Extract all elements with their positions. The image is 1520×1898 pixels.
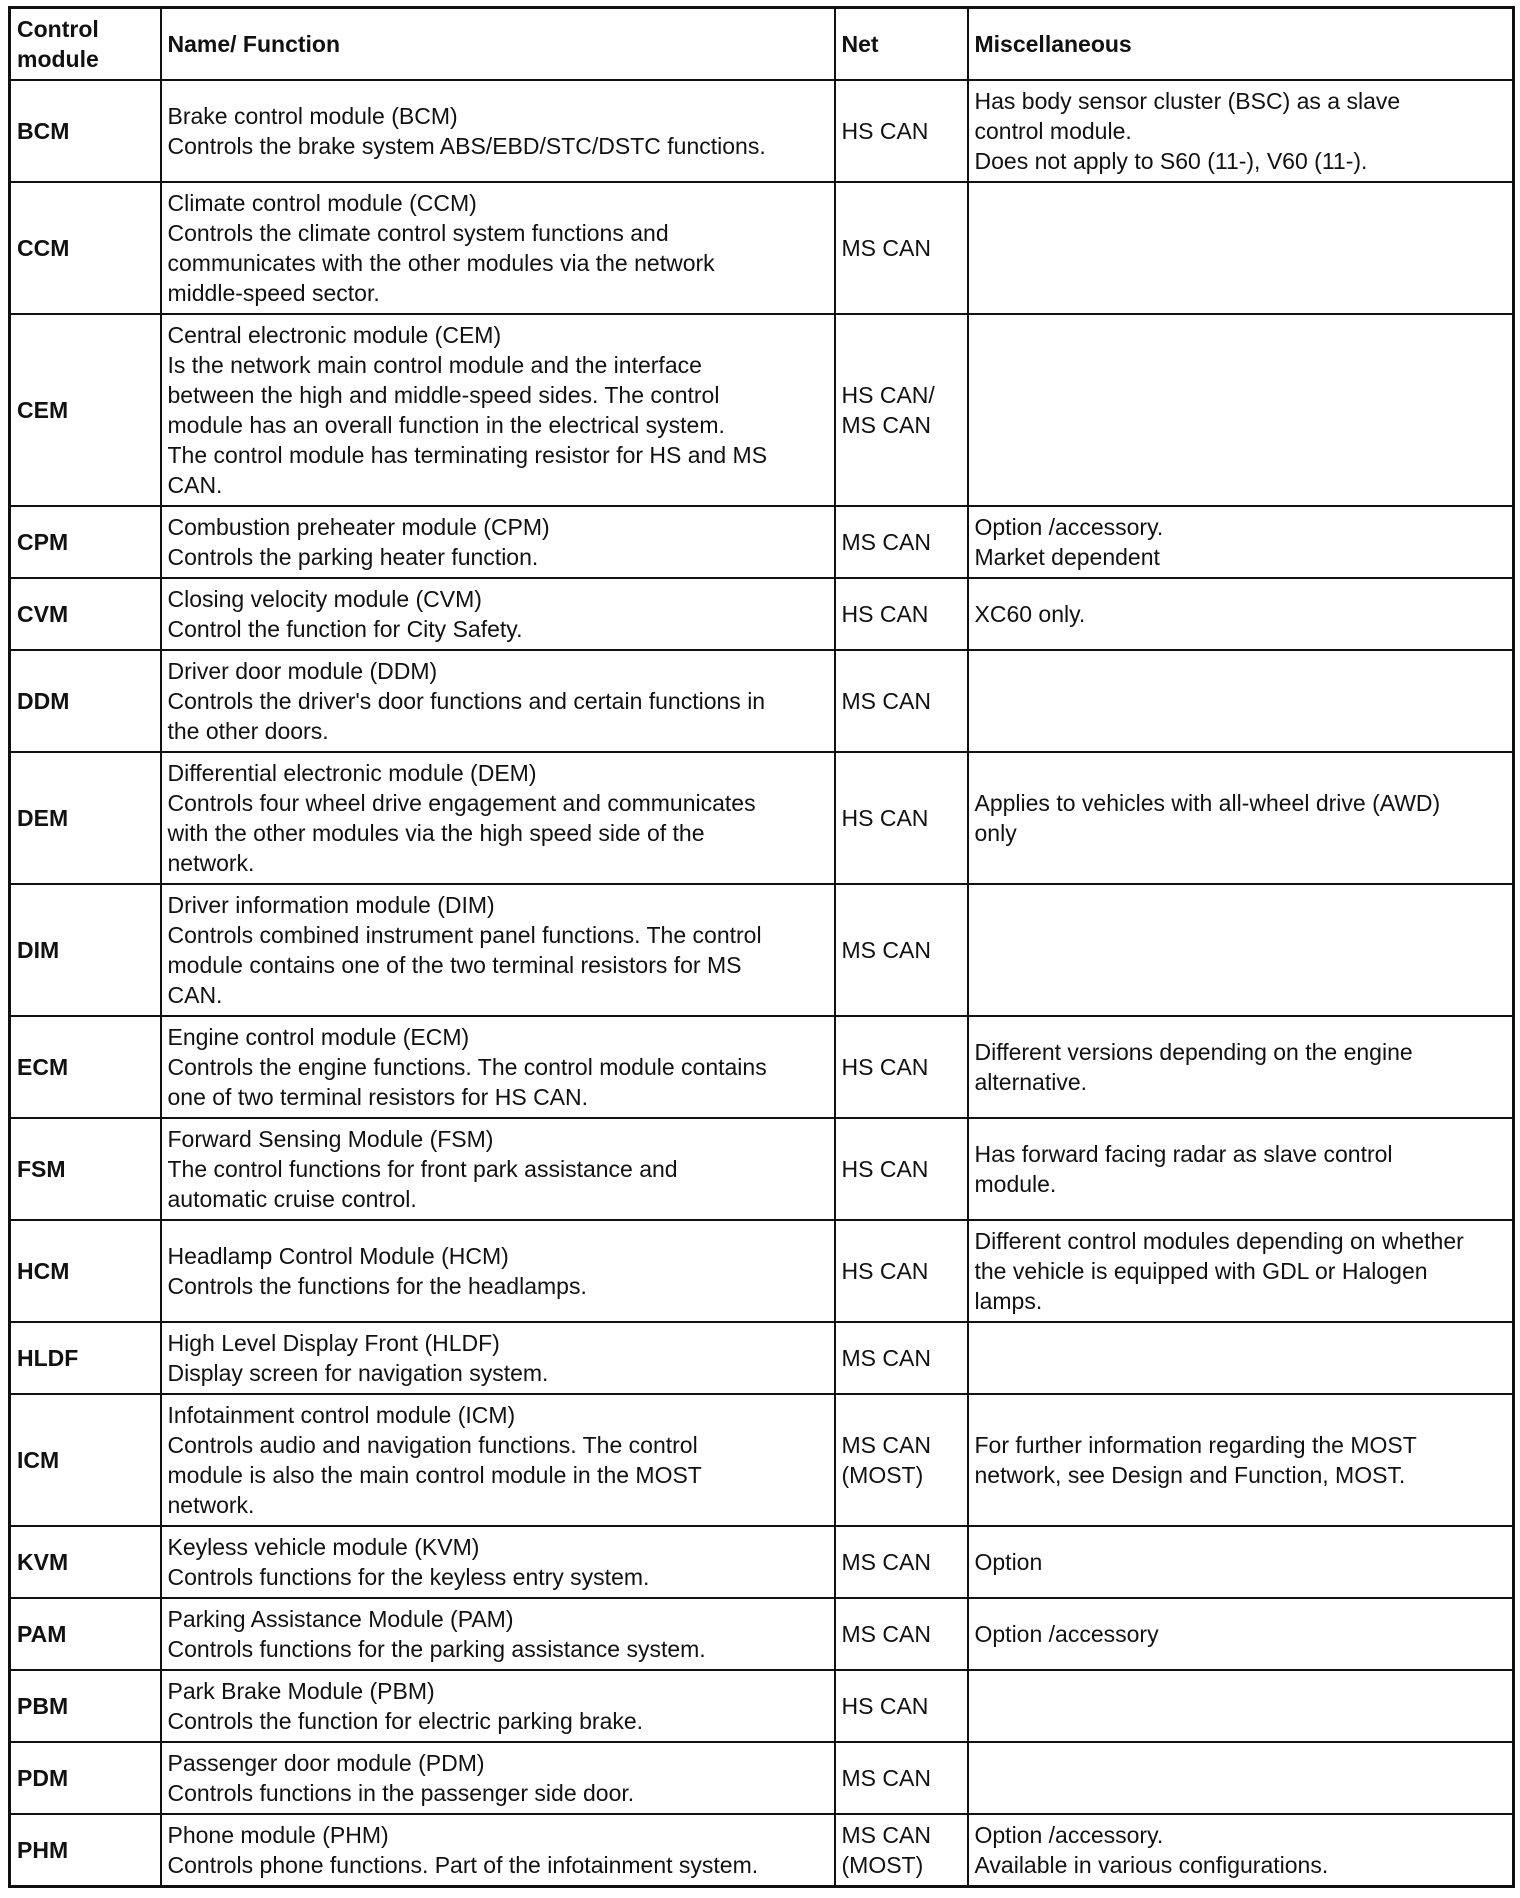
module-miscellaneous	[968, 1526, 1514, 1598]
module-name-function-line: Controls functions for the parking assistance system.	[167, 1636, 706, 1662]
header-name-function: Name/ Function	[161, 8, 835, 81]
module-name-function-line: Controls the parking heater function.	[167, 544, 539, 570]
module-name-function-line: Forward Sensing Module (FSM)	[167, 1126, 494, 1152]
header-miscellaneous: Miscellaneous	[968, 8, 1514, 81]
table-row	[10, 650, 1514, 752]
module-miscellaneous	[968, 650, 1514, 752]
module-name-function-line: Controls the climate control system functions and	[167, 220, 669, 246]
module-name-function-line: Headlamp Control Module (HCM)	[167, 1243, 509, 1269]
module-name-function-line: one of two terminal resistors for HS CAN.	[167, 1084, 589, 1110]
module-name-function-line: Climate control module (CCM)	[167, 190, 477, 216]
table-row	[10, 314, 1514, 506]
module-name-function-line: Display screen for navigation system.	[167, 1360, 549, 1386]
module-miscellaneous-line: Has body sensor cluster (BSC) as a slave	[974, 88, 1401, 114]
module-name-function-line: Controls the function for electric parking brake.	[167, 1708, 644, 1734]
module-net	[835, 1322, 968, 1394]
module-name-function	[161, 650, 835, 752]
module-net	[835, 314, 968, 506]
module-miscellaneous-line: Different control modules depending on whether	[974, 1228, 1464, 1254]
module-miscellaneous	[968, 506, 1514, 578]
module-name-function	[161, 1598, 835, 1670]
module-net	[835, 1118, 968, 1220]
module-name-function-line: module is also the main control module in the MOST	[167, 1462, 702, 1488]
module-name-function-line: High Level Display Front (HLDF)	[167, 1330, 500, 1356]
module-net	[835, 1742, 968, 1814]
module-miscellaneous	[968, 752, 1514, 884]
module-miscellaneous-line: Market dependent	[974, 544, 1160, 570]
module-miscellaneous	[968, 1322, 1514, 1394]
module-net	[835, 1598, 968, 1670]
table-row	[10, 1598, 1514, 1670]
module-name-function-line: Controls the functions for the headlamps.	[167, 1273, 587, 1299]
module-name-function-line: between the high and middle-speed sides. The control	[167, 382, 720, 408]
module-code: CCM	[10, 182, 161, 314]
table-row	[10, 1394, 1514, 1526]
module-miscellaneous	[968, 1118, 1514, 1220]
module-name-function-line: The control module has terminating resistor for HS and MS	[167, 442, 768, 468]
module-code: DDM	[10, 650, 161, 752]
table-row	[10, 1742, 1514, 1814]
table-row	[10, 182, 1514, 314]
module-miscellaneous-line: For further information regarding the MOST	[974, 1432, 1417, 1458]
module-net-line: HS CAN	[841, 805, 929, 831]
module-code: FSM	[10, 1118, 161, 1220]
module-name-function-line: Controls four wheel drive engagement and communicates	[167, 790, 756, 816]
module-net-line: MS CAN	[841, 1549, 931, 1575]
module-code: CEM	[10, 314, 161, 506]
module-net-line: HS CAN	[841, 1693, 929, 1719]
module-name-function-line: network.	[167, 1492, 255, 1518]
module-name-function-line: Park Brake Module (PBM)	[167, 1678, 435, 1704]
module-net-line: HS CAN	[841, 1258, 929, 1284]
module-miscellaneous	[968, 578, 1514, 650]
module-code: DEM	[10, 752, 161, 884]
header-control-module-line: module	[17, 46, 99, 72]
module-miscellaneous	[968, 182, 1514, 314]
module-name-function	[161, 1670, 835, 1742]
module-net-line: HS CAN	[841, 1054, 929, 1080]
module-net-line: MS CAN	[841, 1432, 931, 1458]
module-net	[835, 1016, 968, 1118]
module-name-function	[161, 1016, 835, 1118]
module-miscellaneous-line: Option /accessory.	[974, 1822, 1164, 1848]
module-name-function-line: Brake control module (BCM)	[167, 103, 458, 129]
module-net-line: HS CAN	[841, 1156, 929, 1182]
module-miscellaneous-line: Different versions depending on the engine	[974, 1039, 1413, 1065]
module-name-function-line: Closing velocity module (CVM)	[167, 586, 482, 612]
module-miscellaneous	[968, 1598, 1514, 1670]
module-code: KVM	[10, 1526, 161, 1598]
module-code: PBM	[10, 1670, 161, 1742]
table-row	[10, 506, 1514, 578]
module-name-function	[161, 752, 835, 884]
module-miscellaneous	[968, 1670, 1514, 1742]
module-net	[835, 752, 968, 884]
module-name-function-line: Infotainment control module (ICM)	[167, 1402, 516, 1428]
module-name-function-line: Controls the driver's door functions and certain functions in	[167, 688, 766, 714]
module-miscellaneous-line: only	[974, 820, 1017, 846]
module-net	[835, 80, 968, 182]
module-name-function-line: Driver door module (DDM)	[167, 658, 438, 684]
module-name-function-line: Phone module (PHM)	[167, 1822, 389, 1848]
module-miscellaneous	[968, 884, 1514, 1016]
module-net-line: MS CAN	[841, 529, 931, 555]
module-name-function-line: module contains one of the two terminal resistors for MS	[167, 952, 742, 978]
module-miscellaneous	[968, 1742, 1514, 1814]
module-net	[835, 506, 968, 578]
module-code: DIM	[10, 884, 161, 1016]
module-name-function-line: Passenger door module (PDM)	[167, 1750, 485, 1776]
module-net-line: MS CAN	[841, 412, 931, 438]
module-miscellaneous-line: module.	[974, 1171, 1057, 1197]
table-row	[10, 1220, 1514, 1322]
module-miscellaneous	[968, 314, 1514, 506]
module-name-function-line: Differential electronic module (DEM)	[167, 760, 537, 786]
module-name-function-line: Is the network main control module and the interface	[167, 352, 702, 378]
module-net-line: (MOST)	[841, 1462, 924, 1488]
module-code: BCM	[10, 80, 161, 182]
module-name-function-line: Keyless vehicle module (KVM)	[167, 1534, 480, 1560]
module-net	[835, 1526, 968, 1598]
module-name-function-line: middle-speed sector.	[167, 280, 380, 306]
module-miscellaneous-line: XC60 only.	[974, 601, 1086, 627]
module-net-line: HS CAN	[841, 118, 929, 144]
module-name-function-line: Combustion preheater module (CPM)	[167, 514, 550, 540]
module-net	[835, 1814, 968, 1887]
module-miscellaneous-line: Option /accessory	[974, 1621, 1159, 1647]
module-net-line: (MOST)	[841, 1852, 924, 1878]
module-name-function-line: with the other modules via the high speed side of the	[167, 820, 705, 846]
module-miscellaneous	[968, 1220, 1514, 1322]
module-name-function	[161, 1322, 835, 1394]
module-name-function	[161, 884, 835, 1016]
module-code: CVM	[10, 578, 161, 650]
module-net-line: MS CAN	[841, 688, 931, 714]
module-net-line: MS CAN	[841, 1765, 931, 1791]
module-miscellaneous-line: Applies to vehicles with all-wheel drive (AWD)	[974, 790, 1441, 816]
module-net-line: MS CAN	[841, 937, 931, 963]
module-name-function-line: Controls functions in the passenger side door.	[167, 1780, 635, 1806]
table-row	[10, 1814, 1514, 1887]
table-row	[10, 1670, 1514, 1742]
module-net	[835, 1220, 968, 1322]
table-row	[10, 1118, 1514, 1220]
module-name-function-line: automatic cruise control.	[167, 1186, 417, 1212]
module-name-function-line: Central electronic module (CEM)	[167, 322, 502, 348]
module-net-line: MS CAN	[841, 235, 931, 261]
module-name-function	[161, 1220, 835, 1322]
module-miscellaneous-line: Option /accessory.	[974, 514, 1164, 540]
module-net	[835, 884, 968, 1016]
module-miscellaneous-line: the vehicle is equipped with GDL or Halogen	[974, 1258, 1428, 1284]
module-name-function	[161, 1394, 835, 1526]
module-name-function	[161, 1526, 835, 1598]
module-code: ECM	[10, 1016, 161, 1118]
module-net	[835, 578, 968, 650]
module-name-function-line: the other doors.	[167, 718, 329, 744]
module-name-function-line: Parking Assistance Module (PAM)	[167, 1606, 514, 1632]
module-miscellaneous	[968, 1814, 1514, 1887]
table-body	[10, 80, 1514, 1887]
module-name-function	[161, 1814, 835, 1887]
module-name-function-line: Engine control module (ECM)	[167, 1024, 470, 1050]
table-header-row	[10, 8, 1514, 81]
module-net-line: HS CAN	[841, 601, 929, 627]
module-name-function-line: network.	[167, 850, 255, 876]
module-net-line: MS CAN	[841, 1345, 931, 1371]
module-code: ICM	[10, 1394, 161, 1526]
module-name-function-line: Controls combined instrument panel functions. The control	[167, 922, 762, 948]
module-name-function-line: Driver information module (DIM)	[167, 892, 495, 918]
module-code: PAM	[10, 1598, 161, 1670]
module-miscellaneous-line: network, see Design and Function, MOST.	[974, 1462, 1406, 1488]
module-net	[835, 1394, 968, 1526]
module-code: HCM	[10, 1220, 161, 1322]
module-miscellaneous-line: control module.	[974, 118, 1132, 144]
module-name-function-line: module has an overall function in the electrical system.	[167, 412, 725, 438]
module-miscellaneous	[968, 1394, 1514, 1526]
module-net-line: MS CAN	[841, 1621, 931, 1647]
control-module-table	[8, 6, 1515, 1888]
module-name-function	[161, 314, 835, 506]
module-miscellaneous-line: lamps.	[974, 1288, 1043, 1314]
module-name-function	[161, 578, 835, 650]
table-row	[10, 1016, 1514, 1118]
module-code: CPM	[10, 506, 161, 578]
module-miscellaneous-line: alternative.	[974, 1069, 1088, 1095]
module-name-function	[161, 80, 835, 182]
module-miscellaneous	[968, 1016, 1514, 1118]
module-name-function-line: communicates with the other modules via the network	[167, 250, 715, 276]
table-row	[10, 80, 1514, 182]
module-code: HLDF	[10, 1322, 161, 1394]
module-code: PHM	[10, 1814, 161, 1887]
module-miscellaneous-line: Has forward facing radar as slave control	[974, 1141, 1393, 1167]
module-name-function-line: Controls the brake system ABS/EBD/STC/DSTC functions.	[167, 133, 766, 159]
module-miscellaneous-line: Available in various configurations.	[974, 1852, 1329, 1878]
module-name-function-line: Controls functions for the keyless entry system.	[167, 1564, 650, 1590]
header-control-module	[10, 8, 161, 81]
table-row	[10, 884, 1514, 1016]
module-name-function-line: CAN.	[167, 472, 223, 498]
module-miscellaneous-line: Does not apply to S60 (11-), V60 (11-).	[974, 148, 1368, 174]
module-name-function-line: The control functions for front park assistance and	[167, 1156, 678, 1182]
module-name-function	[161, 182, 835, 314]
header-net: Net	[835, 8, 968, 81]
module-name-function-line: Controls audio and navigation functions. The control	[167, 1432, 698, 1458]
module-name-function-line: Controls the engine functions. The control module contains	[167, 1054, 767, 1080]
table-row	[10, 578, 1514, 650]
module-name-function	[161, 1118, 835, 1220]
module-net	[835, 650, 968, 752]
table-row	[10, 1322, 1514, 1394]
module-name-function-line: Control the function for City Safety.	[167, 616, 523, 642]
module-code: PDM	[10, 1742, 161, 1814]
module-name-function-line: Controls phone functions. Part of the infotainment system.	[167, 1852, 759, 1878]
module-name-function-line: CAN.	[167, 982, 223, 1008]
module-net	[835, 1670, 968, 1742]
module-net-line: HS CAN/	[841, 382, 935, 408]
table-row	[10, 1526, 1514, 1598]
module-name-function	[161, 1742, 835, 1814]
module-miscellaneous-line: Option	[974, 1549, 1043, 1575]
module-miscellaneous	[968, 80, 1514, 182]
header-control-module-line: Control	[17, 16, 99, 42]
table-row	[10, 752, 1514, 884]
module-net-line: MS CAN	[841, 1822, 931, 1848]
module-name-function	[161, 506, 835, 578]
module-net	[835, 182, 968, 314]
